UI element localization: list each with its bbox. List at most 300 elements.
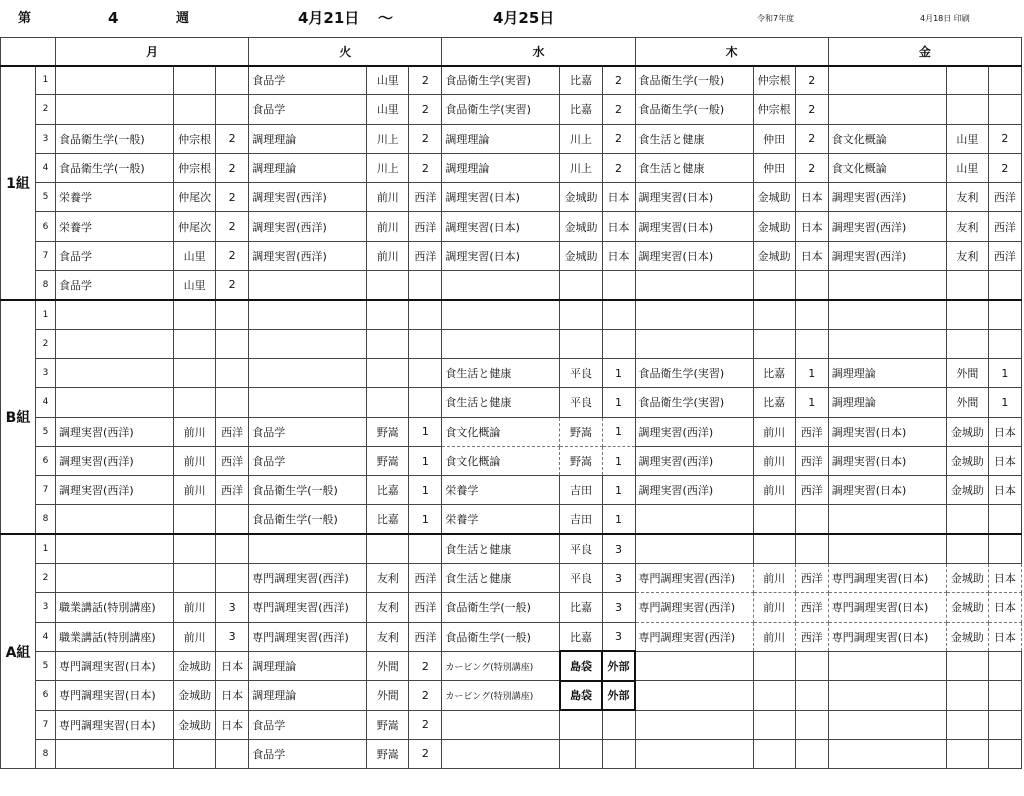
timetable-row: [1, 300, 1022, 329]
tue-teacher-cell: [367, 388, 409, 417]
tue-subject-cell: [249, 329, 367, 358]
mon-teacher-cell: [174, 329, 216, 358]
fri-subject-cell: [828, 681, 946, 710]
mon-units-cell: [216, 534, 249, 563]
thu-teacher-cell: 仲宗根: [753, 95, 795, 124]
mon-teacher-cell: [174, 388, 216, 417]
wed-subject-cell: 食品衛生学(一般): [442, 593, 560, 622]
mon-subject-cell: 専門調理実習(日本): [56, 681, 174, 710]
mon-teacher-cell: [174, 300, 216, 329]
wed-subject-cell: 食文化概論: [442, 446, 560, 475]
mon-subject-cell: [56, 95, 174, 124]
mon-subject-cell: 職業講話(特別講座): [56, 593, 174, 622]
wed-subject-cell: [442, 710, 560, 739]
fri-teacher-cell: 友利: [946, 212, 988, 241]
tue-units-cell: 2: [409, 681, 442, 710]
mon-subject-cell: 食品学: [56, 271, 174, 300]
mon-units-cell: 2: [216, 241, 249, 270]
period-number: 6: [36, 446, 56, 475]
thu-units-cell: 西洋: [795, 593, 828, 622]
timetable-row: [1, 183, 1022, 212]
thu-teacher-cell: 仲宗根: [753, 66, 795, 95]
group-label: B組: [1, 300, 36, 534]
fri-teacher-cell: [946, 95, 988, 124]
wed-subject-cell: 食生活と健康: [442, 388, 560, 417]
tue-teacher-cell: 川上: [367, 153, 409, 182]
fiscal-year: 令和7年度: [757, 14, 795, 23]
mon-subject-cell: [56, 739, 174, 768]
mon-units-cell: 2: [216, 183, 249, 212]
mon-teacher-cell: [174, 505, 216, 534]
thu-subject-cell: 調理実習(日本): [635, 212, 753, 241]
period-number: 8: [36, 739, 56, 768]
timetable-row: [1, 505, 1022, 534]
mon-subject-cell: [56, 358, 174, 387]
thu-subject-cell: [635, 710, 753, 739]
mon-units-cell: 西洋: [216, 446, 249, 475]
thu-units-cell: 西洋: [795, 564, 828, 593]
mon-subject-cell: 調理実習(西洋): [56, 417, 174, 446]
wed-subject-cell: [442, 329, 560, 358]
wed-units-cell: 2: [602, 153, 635, 182]
mon-teacher-cell: 仲尾次: [174, 212, 216, 241]
fri-subject-cell: 専門調理実習(日本): [828, 593, 946, 622]
thu-subject-cell: 食生活と健康: [635, 153, 753, 182]
tue-subject-cell: [249, 534, 367, 563]
fri-teacher-cell: [946, 681, 988, 710]
tue-units-cell: 1: [409, 417, 442, 446]
wed-subject-cell: 栄養学: [442, 476, 560, 505]
thu-teacher-cell: 金城助: [753, 212, 795, 241]
mon-teacher-cell: [174, 739, 216, 768]
tue-units-cell: [409, 329, 442, 358]
mon-teacher-cell: [174, 358, 216, 387]
mon-teacher-cell: 前川: [174, 476, 216, 505]
tue-units-cell: 2: [409, 95, 442, 124]
mon-units-cell: [216, 739, 249, 768]
wed-units-cell: 1: [602, 476, 635, 505]
thu-subject-cell: 食生活と健康: [635, 124, 753, 153]
timetable-row: [1, 329, 1022, 358]
period-number: 1: [36, 300, 56, 329]
tue-teacher-cell: 前川: [367, 212, 409, 241]
tue-subject-cell: 調理理論: [249, 651, 367, 680]
mon-teacher-cell: 仲宗根: [174, 124, 216, 153]
mon-units-cell: 2: [216, 124, 249, 153]
period-number: 4: [36, 388, 56, 417]
thu-subject-cell: 調理実習(日本): [635, 241, 753, 270]
tue-subject-cell: 調理理論: [249, 124, 367, 153]
fri-subject-cell: [828, 66, 946, 95]
tue-units-cell: 2: [409, 124, 442, 153]
wed-units-cell: 外部: [602, 681, 635, 710]
timetable-row: [1, 212, 1022, 241]
wed-subject-cell: 調理理論: [442, 124, 560, 153]
mon-subject-cell: 調理実習(西洋): [56, 476, 174, 505]
week-number: 4: [108, 9, 119, 27]
day-header-fri: 金: [828, 38, 1021, 66]
mon-subject-cell: 専門調理実習(日本): [56, 651, 174, 680]
period-number: 7: [36, 476, 56, 505]
thu-teacher-cell: 金城助: [753, 183, 795, 212]
thu-subject-cell: [635, 271, 753, 300]
mon-subject-cell: 食品学: [56, 241, 174, 270]
mon-units-cell: 3: [216, 622, 249, 651]
mon-subject-cell: [56, 505, 174, 534]
thu-units-cell: [795, 534, 828, 563]
thu-units-cell: 西洋: [795, 622, 828, 651]
fri-units-cell: 日本: [988, 417, 1021, 446]
thu-teacher-cell: 前川: [753, 593, 795, 622]
fri-subject-cell: 調理実習(日本): [828, 417, 946, 446]
tue-teacher-cell: [367, 271, 409, 300]
fri-subject-cell: 調理実習(日本): [828, 476, 946, 505]
thu-subject-cell: [635, 505, 753, 534]
thu-teacher-cell: 前川: [753, 622, 795, 651]
timetable-row: [1, 358, 1022, 387]
day-header-tue: 火: [249, 38, 442, 66]
fri-units-cell: 日本: [988, 593, 1021, 622]
thu-units-cell: 2: [795, 66, 828, 95]
fri-subject-cell: 調理実習(日本): [828, 446, 946, 475]
thu-teacher-cell: [753, 739, 795, 768]
timetable-row: [1, 241, 1022, 270]
fri-subject-cell: [828, 300, 946, 329]
fri-teacher-cell: [946, 300, 988, 329]
wed-teacher-cell: 野嵩: [560, 417, 602, 446]
fri-teacher-cell: 山里: [946, 124, 988, 153]
thu-subject-cell: [635, 534, 753, 563]
wed-units-cell: 2: [602, 124, 635, 153]
mon-subject-cell: 栄養学: [56, 183, 174, 212]
fri-units-cell: 1: [988, 388, 1021, 417]
wed-teacher-cell: [560, 329, 602, 358]
wed-teacher-cell: [560, 710, 602, 739]
wed-teacher-cell: 比嘉: [560, 66, 602, 95]
mon-units-cell: 2: [216, 271, 249, 300]
wed-units-cell: 1: [602, 388, 635, 417]
wed-subject-cell: 食文化概論: [442, 417, 560, 446]
period-number: 2: [36, 564, 56, 593]
thu-units-cell: [795, 651, 828, 680]
thu-teacher-cell: 比嘉: [753, 388, 795, 417]
mon-units-cell: 日本: [216, 681, 249, 710]
wed-subject-cell: 食品衛生学(一般): [442, 622, 560, 651]
thu-teacher-cell: [753, 710, 795, 739]
tue-subject-cell: 食品学: [249, 710, 367, 739]
timetable-row: [1, 593, 1022, 622]
thu-subject-cell: [635, 329, 753, 358]
thu-units-cell: 西洋: [795, 476, 828, 505]
wed-units-cell: 3: [602, 593, 635, 622]
wed-teacher-cell: 比嘉: [560, 593, 602, 622]
wed-subject-cell: 食生活と健康: [442, 358, 560, 387]
mon-teacher-cell: [174, 95, 216, 124]
period-number: 4: [36, 153, 56, 182]
wed-subject-cell: 食品衛生学(実習): [442, 95, 560, 124]
tue-teacher-cell: 野嵩: [367, 446, 409, 475]
thu-subject-cell: [635, 739, 753, 768]
wed-subject-cell: 調理理論: [442, 153, 560, 182]
thu-units-cell: 2: [795, 124, 828, 153]
mon-teacher-cell: [174, 66, 216, 95]
thu-teacher-cell: 金城助: [753, 241, 795, 270]
tue-subject-cell: [249, 388, 367, 417]
mon-teacher-cell: 金城助: [174, 710, 216, 739]
thu-teacher-cell: [753, 271, 795, 300]
fri-subject-cell: [828, 505, 946, 534]
wed-teacher-cell: 川上: [560, 153, 602, 182]
tue-subject-cell: 食品学: [249, 95, 367, 124]
tue-subject-cell: 調理理論: [249, 153, 367, 182]
mon-subject-cell: [56, 66, 174, 95]
fri-subject-cell: [828, 95, 946, 124]
wed-units-cell: 外部: [602, 651, 635, 680]
mon-teacher-cell: 前川: [174, 446, 216, 475]
thu-teacher-cell: 前川: [753, 417, 795, 446]
timetable-row: [1, 651, 1022, 680]
mon-subject-cell: [56, 300, 174, 329]
mon-teacher-cell: 前川: [174, 417, 216, 446]
thu-teacher-cell: [753, 329, 795, 358]
period-number: 2: [36, 95, 56, 124]
wed-units-cell: [602, 710, 635, 739]
thu-units-cell: 2: [795, 153, 828, 182]
fri-units-cell: [988, 329, 1021, 358]
mon-units-cell: [216, 66, 249, 95]
mon-subject-cell: 専門調理実習(日本): [56, 710, 174, 739]
fri-teacher-cell: [946, 271, 988, 300]
fri-teacher-cell: 外間: [946, 358, 988, 387]
header-shu: 週: [176, 11, 190, 26]
mon-units-cell: 日本: [216, 651, 249, 680]
tue-teacher-cell: [367, 329, 409, 358]
period-number: 6: [36, 681, 56, 710]
tue-subject-cell: 調理実習(西洋): [249, 212, 367, 241]
mon-teacher-cell: [174, 564, 216, 593]
thu-teacher-cell: 前川: [753, 476, 795, 505]
fri-units-cell: [988, 505, 1021, 534]
period-number: 1: [36, 534, 56, 563]
thu-teacher-cell: 前川: [753, 446, 795, 475]
fri-subject-cell: 調理理論: [828, 358, 946, 387]
wed-teacher-cell: 平良: [560, 358, 602, 387]
thu-teacher-cell: [753, 681, 795, 710]
fri-subject-cell: 食文化概論: [828, 153, 946, 182]
mon-units-cell: [216, 505, 249, 534]
thu-units-cell: 1: [795, 358, 828, 387]
fri-units-cell: 西洋: [988, 183, 1021, 212]
mon-subject-cell: 職業講話(特別講座): [56, 622, 174, 651]
tue-subject-cell: 専門調理実習(西洋): [249, 622, 367, 651]
fri-teacher-cell: 山里: [946, 153, 988, 182]
thu-units-cell: 日本: [795, 241, 828, 270]
fri-units-cell: [988, 95, 1021, 124]
tue-units-cell: 西洋: [409, 241, 442, 270]
tue-teacher-cell: 野嵩: [367, 739, 409, 768]
tue-subject-cell: [249, 358, 367, 387]
period-number: 3: [36, 358, 56, 387]
tue-teacher-cell: [367, 300, 409, 329]
wed-teacher-cell: 金城助: [560, 212, 602, 241]
wed-units-cell: 2: [602, 95, 635, 124]
fri-units-cell: 日本: [988, 564, 1021, 593]
tue-units-cell: [409, 388, 442, 417]
fri-subject-cell: 専門調理実習(日本): [828, 622, 946, 651]
wed-teacher-cell: 島袋: [560, 651, 602, 680]
mon-units-cell: [216, 300, 249, 329]
thu-units-cell: [795, 710, 828, 739]
fri-subject-cell: 食文化概論: [828, 124, 946, 153]
wed-subject-cell: カービング(特別講座): [442, 651, 560, 680]
thu-teacher-cell: 前川: [753, 564, 795, 593]
period-number: 7: [36, 241, 56, 270]
timetable-row: [1, 739, 1022, 768]
tue-teacher-cell: 野嵩: [367, 710, 409, 739]
mon-units-cell: [216, 329, 249, 358]
fri-units-cell: 西洋: [988, 212, 1021, 241]
thu-subject-cell: 食品衛生学(実習): [635, 388, 753, 417]
fri-units-cell: [988, 681, 1021, 710]
fri-teacher-cell: 金城助: [946, 622, 988, 651]
tue-subject-cell: 食品学: [249, 417, 367, 446]
period-number: 3: [36, 593, 56, 622]
tue-teacher-cell: 野嵩: [367, 417, 409, 446]
mon-teacher-cell: 山里: [174, 271, 216, 300]
tue-units-cell: 西洋: [409, 183, 442, 212]
mon-units-cell: [216, 358, 249, 387]
mon-subject-cell: [56, 564, 174, 593]
timetable-row: [1, 66, 1022, 95]
tue-subject-cell: [249, 271, 367, 300]
tue-subject-cell: 専門調理実習(西洋): [249, 564, 367, 593]
period-number: 3: [36, 124, 56, 153]
wed-subject-cell: 食生活と健康: [442, 564, 560, 593]
tue-teacher-cell: 比嘉: [367, 476, 409, 505]
period-number: 8: [36, 505, 56, 534]
wed-units-cell: 1: [602, 417, 635, 446]
wed-teacher-cell: 吉田: [560, 505, 602, 534]
wed-subject-cell: 食品衛生学(実習): [442, 66, 560, 95]
mon-subject-cell: [56, 329, 174, 358]
timetable-row: [1, 534, 1022, 563]
fri-teacher-cell: 金城助: [946, 564, 988, 593]
fri-teacher-cell: 友利: [946, 183, 988, 212]
thu-teacher-cell: [753, 534, 795, 563]
tue-units-cell: 1: [409, 446, 442, 475]
tue-units-cell: 西洋: [409, 593, 442, 622]
wed-subject-cell: [442, 271, 560, 300]
thu-units-cell: [795, 739, 828, 768]
tue-units-cell: 2: [409, 710, 442, 739]
thu-subject-cell: [635, 300, 753, 329]
wed-subject-cell: [442, 739, 560, 768]
day-header-thu: 木: [635, 38, 828, 66]
fri-units-cell: [988, 710, 1021, 739]
fri-subject-cell: 調理理論: [828, 388, 946, 417]
thu-subject-cell: 食品衛生学(一般): [635, 66, 753, 95]
fri-teacher-cell: 金城助: [946, 417, 988, 446]
fri-units-cell: [988, 66, 1021, 95]
timetable-row: [1, 446, 1022, 475]
thu-units-cell: 1: [795, 388, 828, 417]
fri-subject-cell: 調理実習(西洋): [828, 183, 946, 212]
tue-units-cell: [409, 358, 442, 387]
tue-teacher-cell: 友利: [367, 564, 409, 593]
tue-subject-cell: 食品学: [249, 739, 367, 768]
thu-subject-cell: 調理実習(日本): [635, 183, 753, 212]
wed-teacher-cell: 金城助: [560, 183, 602, 212]
wed-teacher-cell: 比嘉: [560, 622, 602, 651]
fri-subject-cell: 調理実習(西洋): [828, 212, 946, 241]
wed-teacher-cell: 平良: [560, 564, 602, 593]
fri-teacher-cell: 友利: [946, 241, 988, 270]
tue-units-cell: 2: [409, 153, 442, 182]
wed-subject-cell: [442, 300, 560, 329]
wed-teacher-cell: 川上: [560, 124, 602, 153]
wed-units-cell: [602, 329, 635, 358]
fri-units-cell: 2: [988, 153, 1021, 182]
thu-units-cell: [795, 271, 828, 300]
thu-units-cell: [795, 329, 828, 358]
tue-subject-cell: 調理実習(西洋): [249, 183, 367, 212]
wed-teacher-cell: [560, 739, 602, 768]
fri-teacher-cell: [946, 505, 988, 534]
thu-subject-cell: [635, 651, 753, 680]
fri-subject-cell: [828, 534, 946, 563]
wed-subject-cell: 調理実習(日本): [442, 212, 560, 241]
wed-units-cell: 1: [602, 446, 635, 475]
wed-subject-cell: 栄養学: [442, 505, 560, 534]
fri-units-cell: 日本: [988, 476, 1021, 505]
wed-units-cell: 3: [602, 622, 635, 651]
tue-units-cell: 西洋: [409, 564, 442, 593]
tue-units-cell: [409, 271, 442, 300]
mon-teacher-cell: 金城助: [174, 651, 216, 680]
timetable-row: [1, 681, 1022, 710]
tue-teacher-cell: 比嘉: [367, 505, 409, 534]
fri-teacher-cell: [946, 534, 988, 563]
fri-subject-cell: 専門調理実習(日本): [828, 564, 946, 593]
tue-teacher-cell: 外間: [367, 651, 409, 680]
thu-subject-cell: 調理実習(西洋): [635, 417, 753, 446]
tue-teacher-cell: 外間: [367, 681, 409, 710]
thu-units-cell: 2: [795, 95, 828, 124]
period-number: 6: [36, 212, 56, 241]
mon-teacher-cell: 仲尾次: [174, 183, 216, 212]
fri-units-cell: [988, 651, 1021, 680]
wed-teacher-cell: 野嵩: [560, 446, 602, 475]
wed-units-cell: 2: [602, 66, 635, 95]
wed-units-cell: 3: [602, 534, 635, 563]
mon-subject-cell: 食品衛生学(一般): [56, 153, 174, 182]
tue-teacher-cell: 友利: [367, 622, 409, 651]
fri-teacher-cell: [946, 739, 988, 768]
thu-units-cell: 西洋: [795, 417, 828, 446]
timetable: [0, 37, 1022, 769]
mon-teacher-cell: 山里: [174, 241, 216, 270]
tue-subject-cell: 食品衛生学(一般): [249, 476, 367, 505]
mon-units-cell: 西洋: [216, 476, 249, 505]
thu-subject-cell: 専門調理実習(西洋): [635, 564, 753, 593]
timetable-row: [1, 417, 1022, 446]
thu-teacher-cell: [753, 651, 795, 680]
mon-subject-cell: [56, 534, 174, 563]
wed-subject-cell: 調理実習(日本): [442, 241, 560, 270]
fri-subject-cell: [828, 739, 946, 768]
tue-subject-cell: [249, 300, 367, 329]
wed-subject-cell: 食生活と健康: [442, 534, 560, 563]
